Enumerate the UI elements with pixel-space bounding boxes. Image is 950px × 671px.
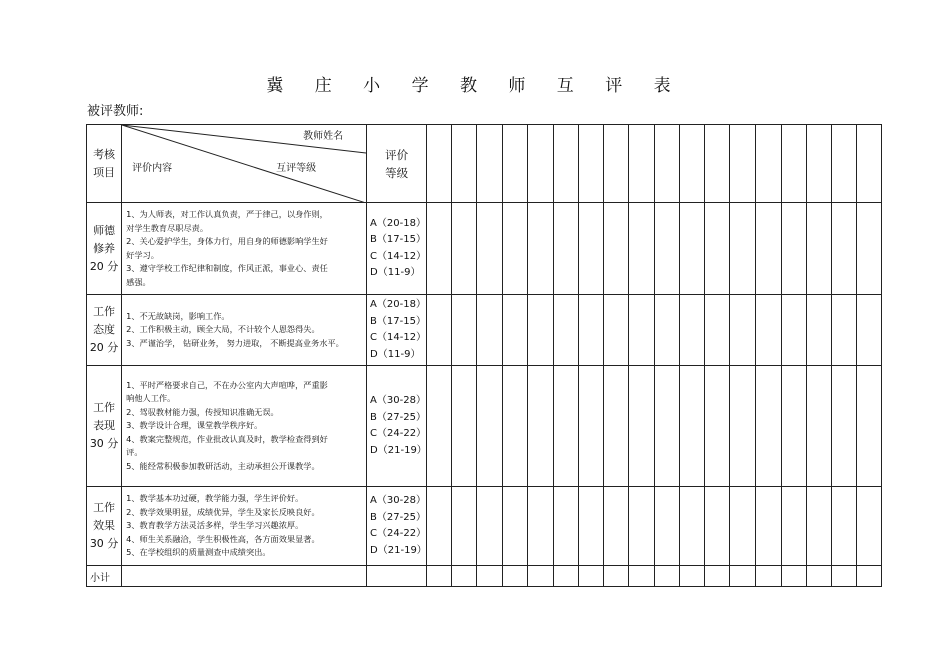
teacher-score-cell[interactable] — [831, 295, 856, 366]
teacher-score-cell[interactable] — [452, 487, 477, 566]
teacher-score-cell[interactable] — [756, 366, 781, 487]
teacher-score-cell[interactable] — [730, 125, 756, 203]
teacher-score-cell[interactable] — [629, 203, 655, 295]
teacher-score-cell[interactable] — [705, 487, 730, 566]
teacher-score-cell[interactable] — [427, 487, 452, 566]
teacher-score-cell[interactable] — [629, 125, 655, 203]
grade-level: C（14-12） — [370, 250, 427, 262]
teacher-score-cell[interactable] — [629, 366, 655, 487]
teacher-score-cell[interactable] — [452, 125, 477, 203]
grade-levels-cell — [367, 203, 427, 295]
teacher-score-cell[interactable] — [781, 487, 806, 566]
criteria-line: 3、教育教学方法灵活多样，学生学习兴趣浓厚。 — [126, 520, 304, 531]
subtotal-score-cell[interactable] — [578, 566, 603, 587]
subtotal-score-cell[interactable] — [603, 566, 628, 587]
teacher-score-cell[interactable] — [680, 203, 705, 295]
criteria-line: 4、教案完整规范，作业批改认真及时，教学检查得到好 评。 — [126, 433, 328, 458]
grade-level: A（20-18） — [370, 217, 426, 229]
header-row — [87, 125, 882, 203]
subtotal-score-cell[interactable] — [527, 566, 553, 587]
criteria-item-cell — [87, 487, 122, 566]
criteria-line: 1、不无故缺岗，影响工作。 — [126, 310, 230, 321]
grade-levels-cell — [367, 366, 427, 487]
teacher-score-cell[interactable] — [856, 366, 881, 487]
criteria-line: 2、工作积极主动，顾全大局，不计较个人恩怨得失。 — [126, 324, 320, 335]
teacher-score-cell[interactable] — [781, 203, 806, 295]
subtotal-score-cell[interactable] — [477, 566, 502, 587]
grade-level: C（14-12） — [370, 332, 427, 343]
criteria-line: 2、教学效果明显，成绩优异，学生及家长反映良好。 — [126, 506, 320, 517]
grade-level: D（21-19） — [370, 544, 427, 556]
teacher-score-cell[interactable] — [527, 203, 553, 295]
criteria-line: 5、能经常积极参加教研活动，主动承担公开课教学。 — [126, 460, 320, 471]
header-diagonal-cell — [122, 125, 367, 203]
teacher-score-cell[interactable] — [730, 366, 756, 487]
grade-level: C（24-22） — [370, 528, 427, 539]
grade-level: A（30-28） — [370, 395, 426, 406]
grade-level: D（11-9） — [370, 267, 421, 278]
subtotal-score-cell[interactable] — [705, 566, 730, 587]
subtotal-score-cell[interactable] — [730, 566, 756, 587]
teacher-score-cell[interactable] — [781, 295, 806, 366]
teacher-score-cell[interactable] — [553, 487, 578, 566]
peer-grade-label: 互评等级 — [276, 163, 317, 174]
teacher-score-cell[interactable] — [427, 366, 452, 487]
teacher-score-cell[interactable] — [730, 295, 756, 366]
criteria-item-cell — [87, 295, 122, 366]
subtotal-score-cell[interactable] — [427, 566, 452, 587]
teacher-score-cell[interactable] — [502, 125, 527, 203]
teacher-score-cell[interactable] — [831, 487, 856, 566]
teacher-score-cell[interactable] — [781, 366, 806, 487]
teacher-score-cell[interactable] — [705, 366, 730, 487]
grade-level: A（20-18） — [370, 299, 426, 310]
teacher-score-cell[interactable] — [680, 295, 705, 366]
teacher-score-cell[interactable] — [655, 203, 680, 295]
teacher-name-label: 教师姓名 — [303, 131, 344, 142]
teacher-score-cell[interactable] — [553, 125, 578, 203]
teacher-score-cell[interactable] — [705, 203, 730, 295]
teacher-score-cell[interactable] — [502, 203, 527, 295]
teacher-score-cell[interactable] — [655, 295, 680, 366]
teacher-score-cell[interactable] — [452, 203, 477, 295]
grade-level: B（27-25） — [370, 511, 426, 523]
criteria-content-cell — [122, 487, 367, 566]
content-label: 评价内容 — [132, 163, 173, 174]
subtotal-label: 小计 — [87, 566, 122, 587]
teacher-score-cell[interactable] — [831, 366, 856, 487]
criteria-item-label: 工作 态度 20 分 — [89, 305, 119, 354]
teacher-score-cell[interactable] — [756, 203, 781, 295]
criteria-line: 1、为人师表，对工作认真负责，严于律己，以身作则， 对学生教育尽职尽责。 — [126, 209, 328, 233]
subtotal-score-cell[interactable] — [756, 566, 781, 587]
criteria-line: 3、遵守学校工作纪律和制度，作风正派，事业心、责任 感强。 — [126, 263, 328, 287]
criteria-row — [87, 487, 882, 566]
teacher-score-cell[interactable] — [831, 125, 856, 203]
teacher-score-cell[interactable] — [427, 295, 452, 366]
teacher-score-cell[interactable] — [452, 366, 477, 487]
evaluated-teacher-label: 被评教师: — [87, 104, 144, 119]
teacher-score-cell[interactable] — [680, 125, 705, 203]
teacher-score-cell[interactable] — [578, 366, 603, 487]
teacher-score-cell[interactable] — [603, 203, 628, 295]
teacher-score-cell[interactable] — [680, 366, 705, 487]
teacher-score-cell[interactable] — [655, 125, 680, 203]
teacher-score-cell[interactable] — [856, 125, 881, 203]
teacher-score-cell[interactable] — [427, 203, 452, 295]
header-item-cell — [87, 125, 122, 203]
teacher-score-cell[interactable] — [527, 487, 553, 566]
teacher-score-cell[interactable] — [781, 125, 806, 203]
teacher-score-cell[interactable] — [629, 487, 655, 566]
criteria-row — [87, 203, 882, 295]
teacher-score-cell[interactable] — [603, 487, 628, 566]
teacher-score-cell[interactable] — [806, 203, 831, 295]
teacher-score-cell[interactable] — [655, 487, 680, 566]
subtotal-score-cell[interactable] — [831, 566, 856, 587]
subtotal-score-cell[interactable] — [629, 566, 655, 587]
teacher-score-cell[interactable] — [806, 125, 831, 203]
teacher-score-cell[interactable] — [730, 203, 756, 295]
teacher-score-cell[interactable] — [705, 295, 730, 366]
teacher-score-cell[interactable] — [578, 125, 603, 203]
subtotal-score-cell[interactable] — [655, 566, 680, 587]
subtotal-score-cell[interactable] — [680, 566, 705, 587]
teacher-score-cell[interactable] — [527, 366, 553, 487]
grade-levels-cell — [367, 487, 427, 566]
criteria-line: 3、严谨治学， 钻研业务， 努力进取， 不断提高业务水平。 — [126, 337, 344, 348]
criteria-line: 1、平时严格要求自己，不在办公室内大声喧哗，严重影 响他人工作。 — [126, 379, 328, 404]
document-title: 冀 庄 小 学 教 师 互 评 表 — [266, 76, 684, 96]
teacher-score-cell[interactable] — [427, 125, 452, 203]
subtotal-score-cell[interactable] — [553, 566, 578, 587]
teacher-score-cell[interactable] — [856, 203, 881, 295]
teacher-score-cell[interactable] — [603, 366, 628, 487]
criteria-content-cell — [122, 366, 367, 487]
criteria-content-cell — [122, 295, 367, 366]
grade-level: D（21-19） — [370, 444, 427, 456]
grade-level: B（27-25） — [370, 411, 426, 423]
teacher-score-cell[interactable] — [756, 125, 781, 203]
subtotal-row — [87, 566, 882, 587]
teacher-score-cell[interactable] — [502, 366, 527, 487]
criteria-line: 1、教学基本功过硬，教学能力强，学生评价好。 — [126, 493, 304, 504]
grade-level: C（24-22） — [370, 428, 427, 439]
teacher-score-cell[interactable] — [705, 125, 730, 203]
teacher-score-cell[interactable] — [730, 487, 756, 566]
criteria-line: 2、驾驭教材能力强，传授知识准确无误。 — [126, 406, 279, 417]
subtotal-content-cell — [122, 566, 367, 587]
teacher-score-cell[interactable] — [756, 487, 781, 566]
grade-level: A（30-28） — [370, 495, 426, 506]
teacher-score-cell[interactable] — [553, 366, 578, 487]
teacher-score-cell[interactable] — [856, 487, 881, 566]
teacher-score-cell[interactable] — [806, 487, 831, 566]
header-item-label: 考核 项目 — [93, 147, 116, 179]
criteria-line: 4、师生关系融洽，学生积极性高，各方面效果显著。 — [126, 533, 320, 544]
criteria-item-label: 工作 表现 30 分 — [89, 401, 119, 450]
teacher-score-cell[interactable] — [856, 295, 881, 366]
teacher-score-cell[interactable] — [603, 295, 628, 366]
teacher-score-cell[interactable] — [806, 366, 831, 487]
subtotal-score-cell[interactable] — [781, 566, 806, 587]
teacher-score-cell[interactable] — [680, 487, 705, 566]
subtotal-score-cell[interactable] — [806, 566, 831, 587]
peer-evaluation-table — [86, 124, 882, 587]
teacher-score-cell[interactable] — [629, 295, 655, 366]
teacher-score-cell[interactable] — [578, 487, 603, 566]
teacher-score-cell[interactable] — [477, 125, 502, 203]
teacher-score-cell[interactable] — [502, 295, 527, 366]
teacher-score-cell[interactable] — [527, 125, 553, 203]
grade-level: B（17-15） — [370, 315, 426, 327]
criteria-item-cell — [87, 366, 122, 487]
subtotal-score-cell[interactable] — [502, 566, 527, 587]
criteria-item-label: 工作 效果 30 分 — [89, 501, 119, 550]
teacher-score-cell[interactable] — [603, 125, 628, 203]
teacher-score-cell[interactable] — [578, 295, 603, 366]
grade-level: D（11-9） — [370, 348, 421, 360]
teacher-score-cell[interactable] — [527, 295, 553, 366]
teacher-score-cell[interactable] — [655, 366, 680, 487]
grade-level: B（17-15） — [370, 234, 426, 245]
subtotal-grade-cell — [367, 566, 427, 587]
header-grade-cell — [367, 125, 427, 203]
criteria-line: 2、关心爱护学生，身体力行，用自身的师德影响学生好 好学习。 — [126, 236, 328, 260]
teacher-score-cell[interactable] — [831, 203, 856, 295]
criteria-line: 5、在学校组织的质量测查中成绩突出。 — [126, 547, 271, 558]
criteria-item-label: 师德 修养 20 分 — [89, 223, 119, 273]
grade-levels-cell — [367, 295, 427, 366]
criteria-row — [87, 295, 882, 366]
teacher-score-cell[interactable] — [477, 295, 502, 366]
teacher-score-cell[interactable] — [806, 295, 831, 366]
teacher-score-cell[interactable] — [452, 295, 477, 366]
subtotal-score-cell[interactable] — [452, 566, 477, 587]
teacher-score-cell[interactable] — [553, 203, 578, 295]
subtotal-score-cell[interactable] — [856, 566, 881, 587]
grade-column-label: 评价 等级 — [385, 147, 409, 180]
criteria-item-cell — [87, 203, 122, 295]
teacher-score-cell[interactable] — [477, 366, 502, 487]
teacher-score-cell[interactable] — [477, 203, 502, 295]
teacher-score-cell[interactable] — [477, 487, 502, 566]
teacher-score-cell[interactable] — [553, 295, 578, 366]
criteria-line: 3、教学设计合理，课堂教学秩序好。 — [126, 420, 263, 431]
teacher-score-cell[interactable] — [756, 295, 781, 366]
teacher-score-cell[interactable] — [502, 487, 527, 566]
criteria-content-cell — [122, 203, 367, 295]
criteria-row — [87, 366, 882, 487]
teacher-score-cell[interactable] — [578, 203, 603, 295]
